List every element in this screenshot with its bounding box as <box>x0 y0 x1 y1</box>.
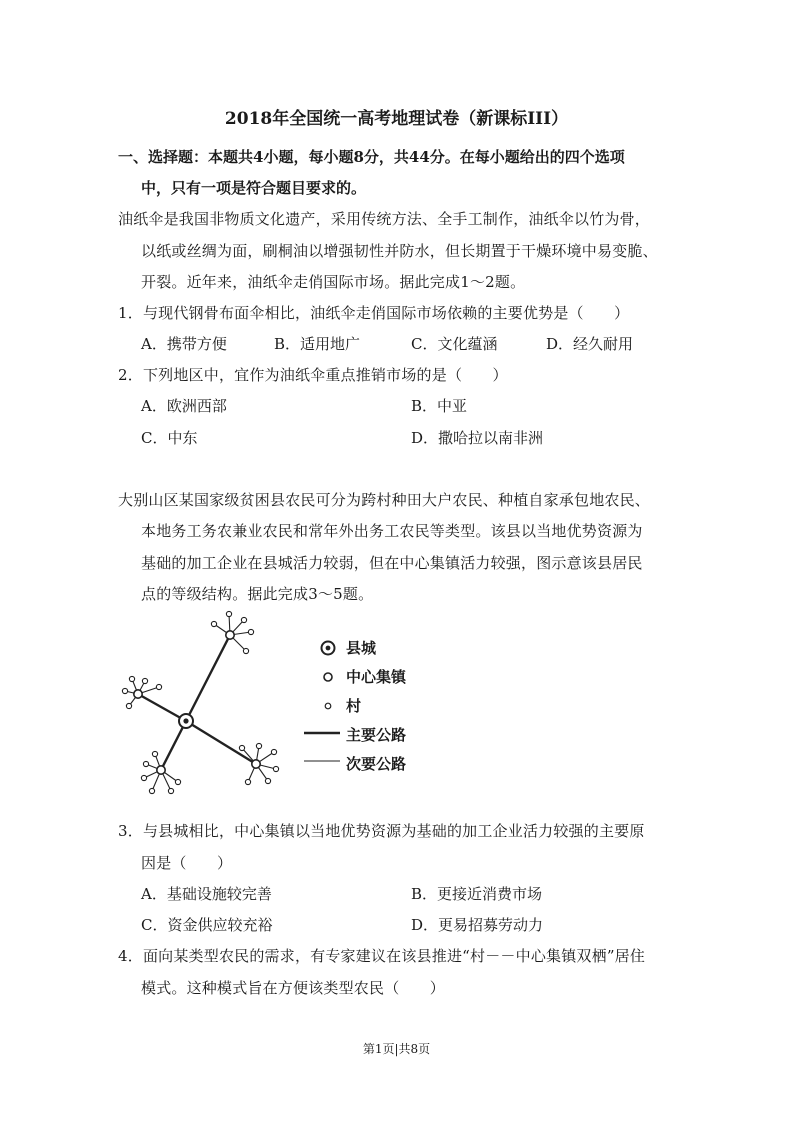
legend-village-symbol <box>325 703 331 709</box>
question1-option-a: A．携带方便 <box>141 335 227 353</box>
passage1-line1: 油纸伞是我国非物质文化遗产，采用传统方法、全手工制作，油纸伞以竹为骨， <box>118 210 651 228</box>
passage2-line4: 点的等级结构。据此完成3～5题。 <box>141 585 374 603</box>
legend-town-symbol <box>324 673 332 681</box>
passage1-line2: 以纸或丝绸为面，刷桐油以增强韧性并防水，但长期置于干燥环境中易变脆、 <box>141 242 658 260</box>
question3-option-b: B．更接近消费市场 <box>411 885 543 903</box>
diagram-legend <box>318 634 458 784</box>
legend-town-label: 中心集镇 <box>346 668 407 686</box>
section-heading-line2: 中，只有一项是符合题目要求的。 <box>141 179 367 197</box>
passage2-line2: 本地务工务农兼业农民和常年外出务工农民等类型。该县以当地优势资源为 <box>141 522 643 540</box>
question4-stem-line2: 模式。这种模式旨在方便该类型农民（ ） <box>141 979 446 997</box>
page-footer: 第1页|共8页 <box>362 1042 431 1056</box>
question2-option-b: B．中亚 <box>411 397 468 415</box>
question3-stem-line2: 因是（ ） <box>141 854 233 872</box>
question1-option-d: D．经久耐用 <box>546 335 634 353</box>
question3-option-a: A．基础设施较完善 <box>141 885 272 903</box>
question3-option-d: D．更易招募劳动力 <box>411 916 544 934</box>
legend-county-symbol <box>322 642 335 655</box>
question1-option-b: B．适用地广 <box>274 335 361 353</box>
legend-secondary-road-label: 次要公路 <box>346 755 407 773</box>
question2-option-c: C．中东 <box>141 429 198 447</box>
question1-option-c: C．文化蕴涵 <box>411 335 498 353</box>
main-road-east <box>186 721 256 764</box>
question3-option-c: C．资金供应较充裕 <box>141 916 273 934</box>
legend-main-road-label: 主要公路 <box>346 726 407 744</box>
legend-county-label: 县城 <box>346 639 377 657</box>
question4-stem-line1: 4．面向某类型农民的需求，有专家建议在该县推进“村－－中心集镇双栖”居住 <box>118 947 646 965</box>
question2-option-a: A．欧洲西部 <box>141 397 227 415</box>
passage2-line3: 基础的加工企业在县城活力较弱，但在中心集镇活力较强，图示意该县居民 <box>141 554 643 572</box>
question2-stem: 2．下列地区中，宜作为油纸伞重点推销市场的是（ ） <box>118 366 508 384</box>
main-road-west <box>138 694 186 721</box>
legend-road-symbols <box>304 727 344 767</box>
legend-village-label: 村 <box>346 697 362 715</box>
passage1-line3: 开裂。近年来，油纸伞走俏国际市场。据此完成1～2题。 <box>141 273 526 291</box>
main-road-south <box>161 721 186 770</box>
question3-stem-line1: 3．与县城相比，中心集镇以当地优势资源为基础的加工企业活力较强的主要原 <box>118 822 645 840</box>
county-seat-point <box>179 714 193 728</box>
passage2-line1: 大别山区某国家级贫困县农民可分为跨村种田大户农民、种植自家承包地农民、 <box>118 491 651 509</box>
question1-stem: 1．与现代钢骨布面伞相比，油纸伞走俏国际市场依赖的主要优势是（ ） <box>118 304 630 322</box>
page-title: 2018年全国统一高考地理试卷（新课标III） <box>224 109 569 129</box>
settlement-diagram <box>118 605 298 810</box>
section-heading-line1: 一、选择题：本题共4小题，每小题8分，共44分。在每小题给出的四个选项 <box>118 148 625 166</box>
main-road-north <box>186 635 230 721</box>
question2-option-d: D．撒哈拉以南非洲 <box>411 429 544 447</box>
